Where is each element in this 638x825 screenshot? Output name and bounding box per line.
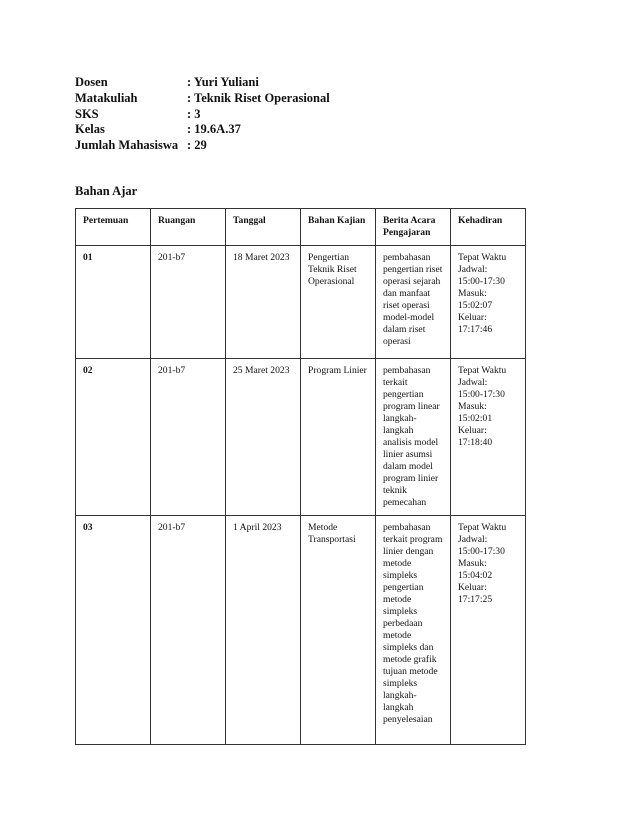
table-header-row	[76, 209, 526, 246]
kehadiran-line: Keluar:	[458, 582, 487, 593]
table-row	[76, 359, 526, 516]
cell-ruangan: 201-b7	[151, 246, 226, 359]
info-row-kelas	[75, 122, 330, 138]
header-kehadiran: Kehadiran	[451, 209, 526, 246]
info-label: Kelas	[75, 122, 105, 137]
cell-pertemuan: 01	[76, 246, 151, 359]
info-row-matakuliah	[75, 91, 330, 107]
header-ruangan: Ruangan	[151, 209, 226, 246]
kehadiran-line: 15:00-17:30	[458, 546, 505, 557]
cell-bahan-kajian: Metode Transportasi	[301, 516, 376, 745]
info-row-jumlah-mahasiswa	[75, 138, 330, 154]
cell-kehadiran	[451, 516, 526, 745]
info-label: SKS	[75, 106, 99, 121]
cell-berita-acara: pembahasan pengertian riset operasi sejarah dan manfaat riset operasi model-model dalam riset operasi	[376, 246, 451, 359]
cell-tanggal: 1 April 2023	[226, 516, 301, 745]
cell-pertemuan: 03	[76, 516, 151, 745]
info-label: Matakuliah	[75, 90, 138, 105]
kehadiran-line: Jadwal:	[458, 377, 488, 388]
kehadiran-line: 15:02:01	[458, 413, 493, 424]
info-row-sks	[75, 107, 330, 123]
info-label: Jumlah Mahasiswa	[75, 138, 179, 153]
info-value: : Yuri Yuliani	[187, 75, 259, 89]
header-bahan-kajian: Bahan Kajian	[301, 209, 376, 246]
header-tanggal: Tanggal	[226, 209, 301, 246]
kehadiran-line: 15:02:07	[458, 300, 493, 311]
cell-berita-acara: pembahasan terkait program linier dengan metode simpleks pengertian metode simpleks perbedaan metode simpleks dan metode grafik tujuan metode simpleks langkah-langkah penyelesaian	[376, 516, 451, 745]
cell-ruangan: 201-b7	[151, 359, 226, 516]
info-value: : Teknik Riset Operasional	[187, 90, 330, 105]
cell-bahan-kajian: Pengertian Teknik Riset Operasional	[301, 246, 376, 359]
section-title: Bahan Ajar	[75, 184, 138, 198]
kehadiran-line: Keluar:	[458, 312, 487, 323]
kehadiran-status: Tepat Waktu	[458, 252, 507, 263]
cell-ruangan: 201-b7	[151, 516, 226, 745]
cell-tanggal: 25 Maret 2023	[226, 359, 301, 516]
cell-kehadiran	[451, 359, 526, 516]
kehadiran-line: 15:04:02	[458, 570, 493, 581]
kehadiran-line: Jadwal:	[458, 534, 488, 545]
header-berita-acara: Berita Acara Pengajaran	[376, 209, 451, 246]
header-pertemuan: Pertemuan	[76, 209, 151, 246]
kehadiran-line: Masuk:	[458, 288, 487, 299]
kehadiran-line: Masuk:	[458, 558, 487, 569]
table-row	[76, 246, 526, 359]
course-info	[75, 75, 330, 154]
info-value: : 29	[187, 138, 207, 153]
kehadiran-line: Jadwal:	[458, 264, 488, 275]
kehadiran-line: 17:18:40	[458, 437, 493, 448]
cell-pertemuan: 02	[76, 359, 151, 516]
info-label: Dosen	[75, 75, 108, 89]
cell-kehadiran	[451, 246, 526, 359]
kehadiran-status: Tepat Waktu	[458, 365, 507, 376]
kehadiran-line: 17:17:25	[458, 594, 493, 605]
kehadiran-status: Tepat Waktu	[458, 522, 507, 533]
kehadiran-line: Masuk:	[458, 401, 487, 412]
attendance-table	[75, 208, 526, 745]
cell-tanggal: 18 Maret 2023	[226, 246, 301, 359]
kehadiran-line: Keluar:	[458, 425, 487, 436]
cell-berita-acara: pembahasan terkait pengertian program linear langkah-langkah analisis model linier asumsi dalam model program linier teknik pemecahan	[376, 359, 451, 516]
kehadiran-line: 17:17:46	[458, 324, 493, 335]
info-row-dosen	[75, 75, 330, 91]
kehadiran-line: 15:00-17:30	[458, 276, 505, 287]
kehadiran-line: 15:00-17:30	[458, 389, 505, 400]
info-value: : 3	[187, 106, 201, 121]
info-value: : 19.6A.37	[187, 122, 241, 137]
cell-bahan-kajian: Program Linier	[301, 359, 376, 516]
table-row	[76, 516, 526, 745]
